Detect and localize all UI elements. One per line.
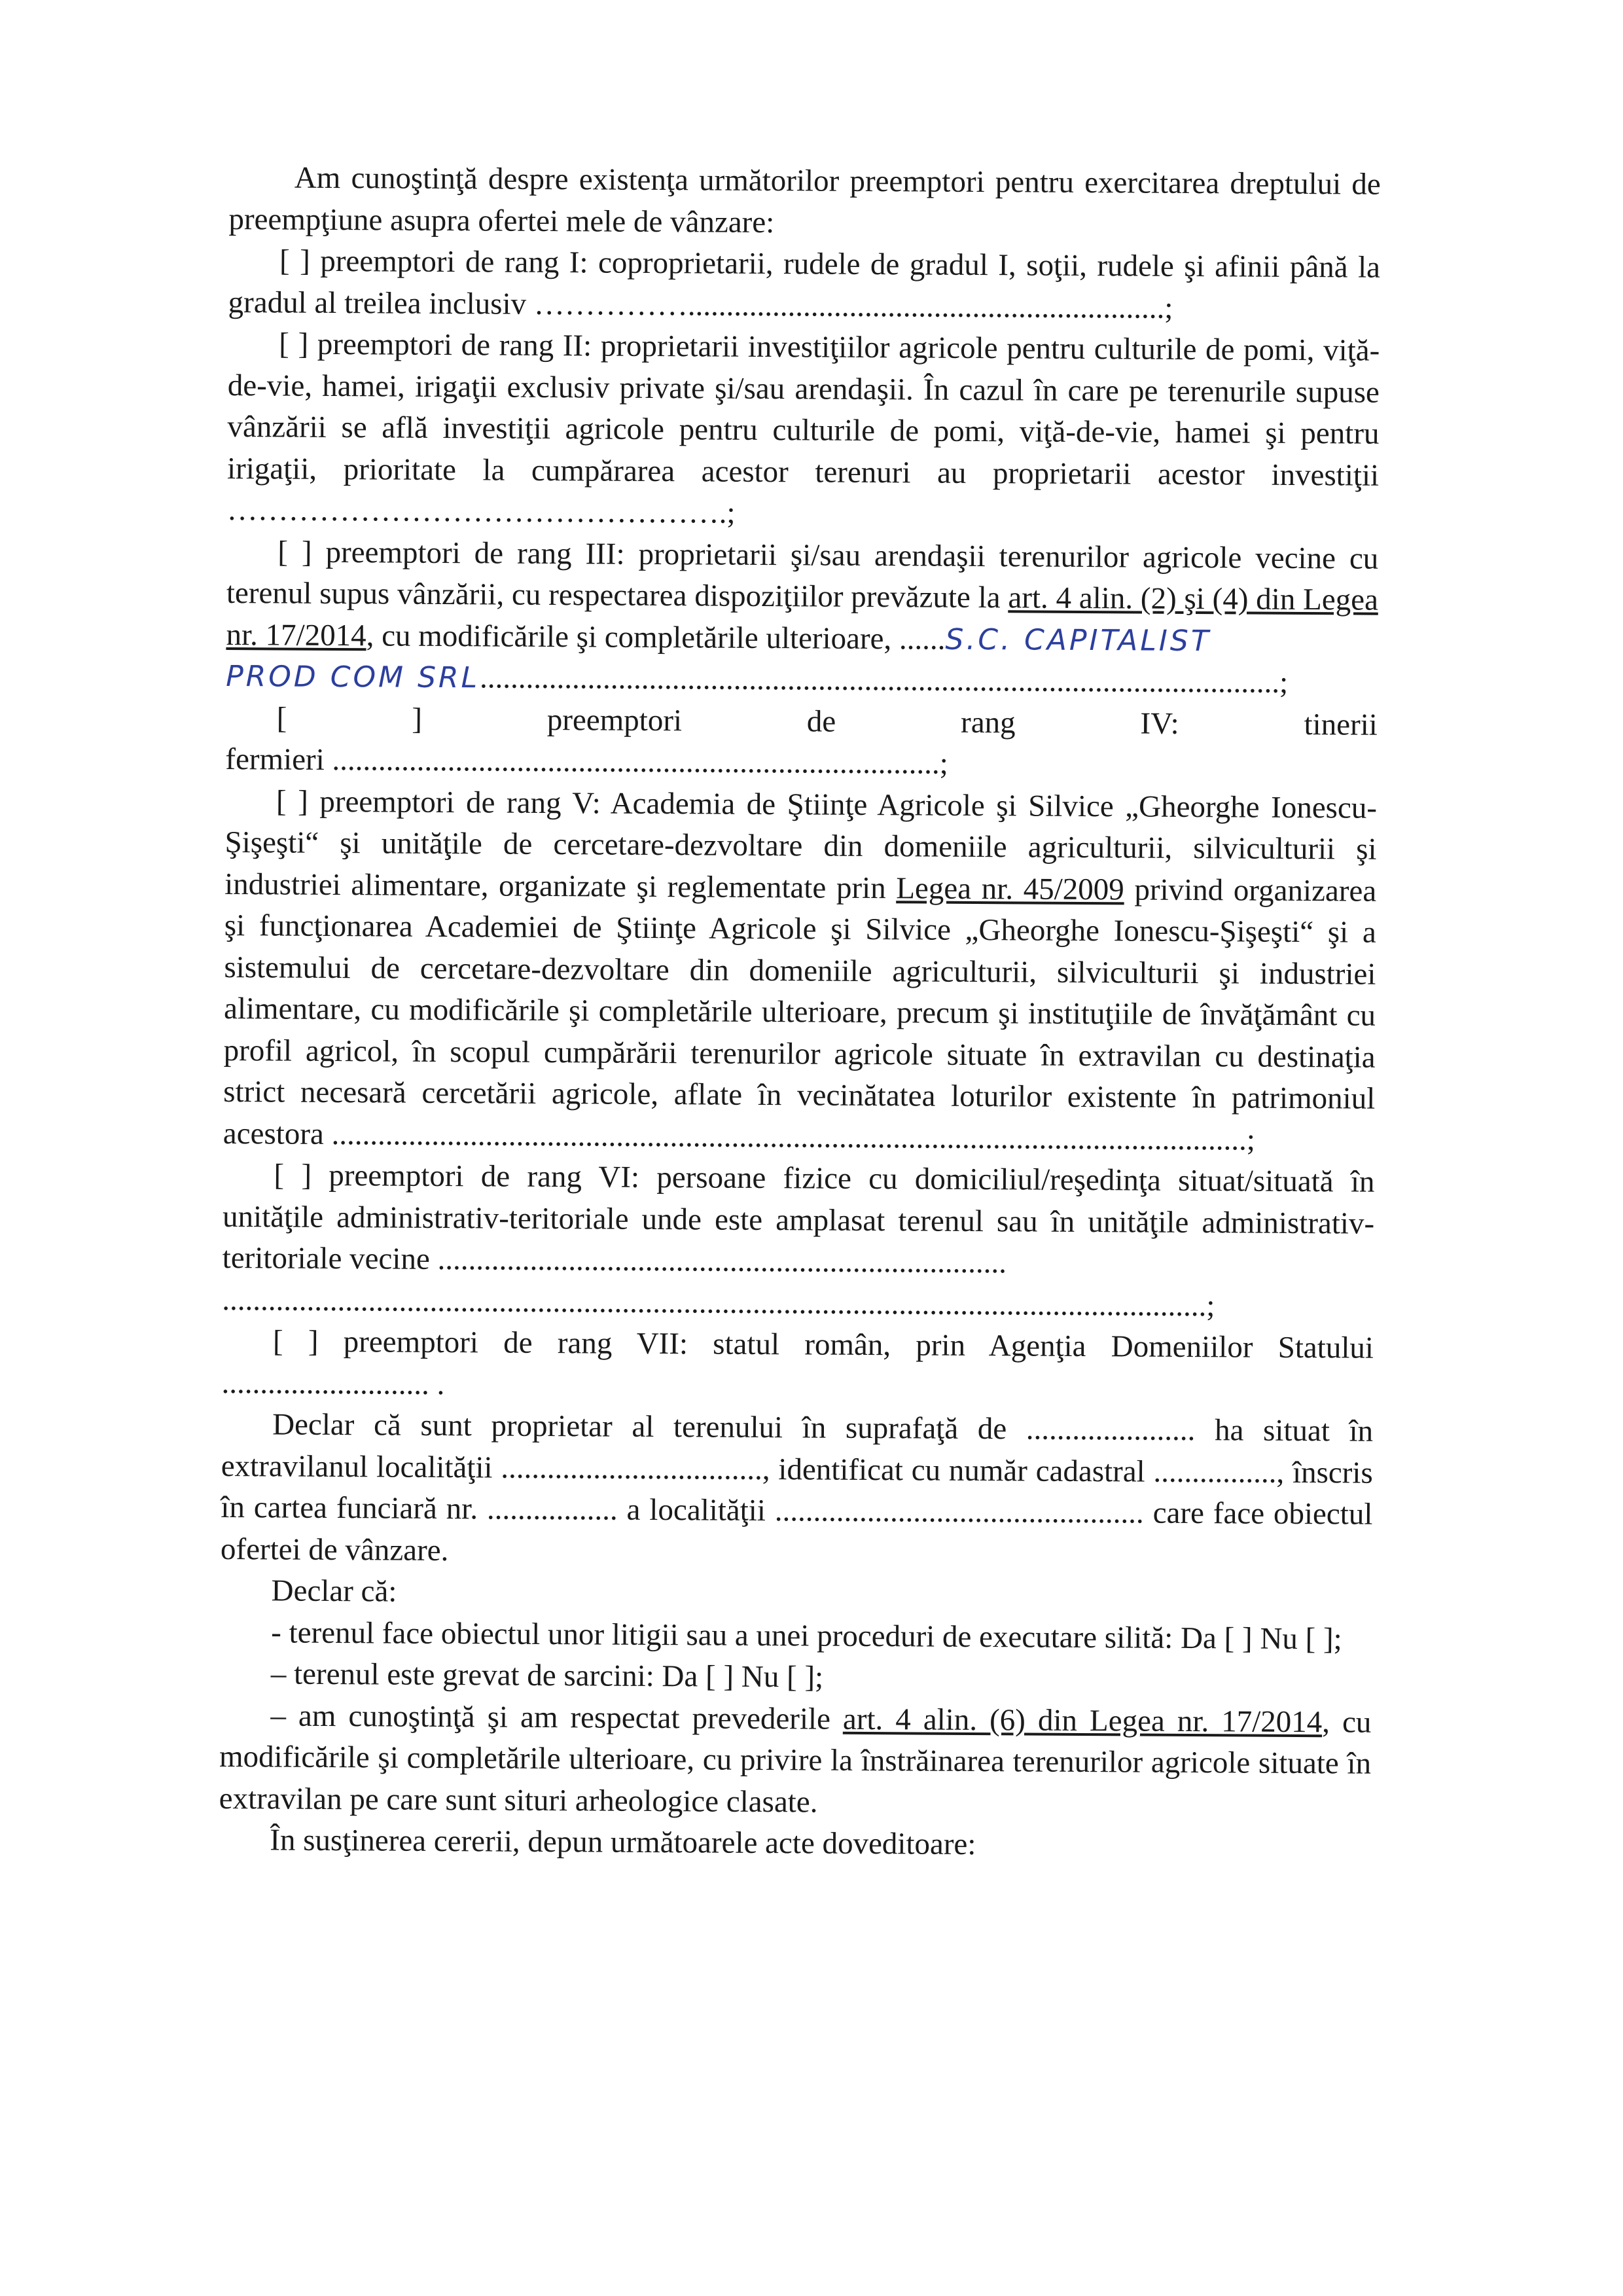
supporting-documents-line: În susţinerea cererii, depun următoarele acte doveditoare: [270,1823,976,1862]
rank-1-paragraph: [ ] preemptori de rang I: coproprietarii, rudele de gradul I, soţii, rudele şi afinii până la gradul al treilea inclusiv ……………..............................................................; [228,243,1381,325]
law-reference-link-2[interactable]: art. 4 alin. (6) din Legea nr. 17/2014 [842,1702,1323,1739]
rank-6-paragraph: [ ] preemptori de rang VI: persoane fizice cu domiciliul/reşedinţa situat/situată în unităţile administrativ-teritoriale unde este amplasat terenul sau în unităţile administrativ-teritoriale vecine .......................................................................... [222,1158,1375,1280]
rank-3-paragraph [226,531,1379,704]
intro-paragraph: Am cunoştinţă despre existenţa următorilor preemptori pentru exercitarea dreptului de preempţiune asupra ofertei mele de vânzare: [228,160,1381,240]
rank-5-paragraph: [ ] preemptori de rang V: Academia de Ştiinţe Agricole şi Silvice „Gheorghe Ionescu-Şişeşti“ şi unităţile de cercetare-dezvoltare din domeniile agriculturii, silviculturii şi industriei alimentare, organizate şi reglementate prin Legea nr. 45/2009 privind organizarea şi funcţionarea Academiei de Ştiinţe Agricole şi Silvice „Gheorghe Ionescu-Şişeşti“ şi a sistemului de cercetare-dezvoltare din domeniile agriculturii, silviculturii şi industriei alimentare, cu modificările şi completările ulterioare, precum şi instituţiile de învăţământ cu profil agricol, în scopul cumpărării terenurilor agricole situate în extravilan cu destinaţia strict necesară cercetării agricole, aflate în vecinătatea loturilor existente în patrimoniul acestora .......................................................................................................................; [223,783,1378,1157]
rank-3-dots-end: ........................................................................................................; [479,660,1289,700]
law-45-2009-link[interactable]: Legea nr. 45/2009 [896,870,1124,906]
rank-3-text: [ ] preemptori de rang III: proprietarii şi/sau arendaşii terenurilor agricole vecine cu terenul supus vânzării, cu respectarea dispoziţiilor prevăzute la [226,534,1379,615]
ownership-declaration: Declar că sunt proprietar al terenului în suprafaţă de ...................... ha situat în extravilanul localităţii .................................., identificat cu număr cadastral ................, înscris în cartea funciară nr. ................. a localităţii ................................................ care face obiectul ofertei de vânzare. [220,1407,1374,1568]
rank-7-paragraph: [ ] preemptori de rang VII: statul român, prin Agenţia Domeniilor Statului ........................... . [221,1324,1374,1401]
rank-4-line-2: fermieri ...............................................................................; [225,742,948,781]
document-body [219,157,1381,1868]
knowledge-item: – am cunoştinţă şi am respectat prevederile art. 4 alin. (6) din Legea nr. 17/2014, cu modificările şi completările ulterioare, cu privire la înstrăinarea terenurilor agricole situate în extravilan pe care sunt situri arheologice clasate. [219,1698,1372,1820]
rank-6-dots: ................................................................................................................................; [222,1282,1215,1323]
rank-3-dots: ...... [899,621,946,656]
litigation-item: - terenul face obiectul unor litigii sau a unei proceduri de executare silită: Da [ ] Nu [ ]; [271,1615,1342,1656]
law-reference-link[interactable]: art. 4 alin. (2) şi (4) din Legea nr. 17/2014 [226,581,1379,653]
rank-4-paragraph: [ ] preemptori de rang IV: tinerii [276,700,1378,742]
declaration-label: Declar că: [271,1573,397,1609]
handwritten-company-name: S.C. CAPITALIST [945,622,1211,658]
charges-item: – terenul este grevat de sarcini: Da [ ] Nu [ ]; [270,1657,824,1695]
rank-3-text-after: , cu modificările şi completările ulterioare, [366,618,900,656]
handwritten-company-suffix: PROD COM SRL [225,659,480,695]
rank-2-paragraph: [ ] preemptori de rang II: proprietarii investiţiilor agricole pentru culturile de pomi, viţă-de-vie, hamei, irigaţii exclusiv private şi/sau arendaşii. În cazul în care pe terenurile supuse vânzării se află investiţii agricole pentru culturile de pomi, viţă-de-vie, hamei şi pentru irigaţii, prioritate la cumpărarea acestor terenuri au proprietarii acestor investiţii ………………………………………….; [226,327,1380,530]
